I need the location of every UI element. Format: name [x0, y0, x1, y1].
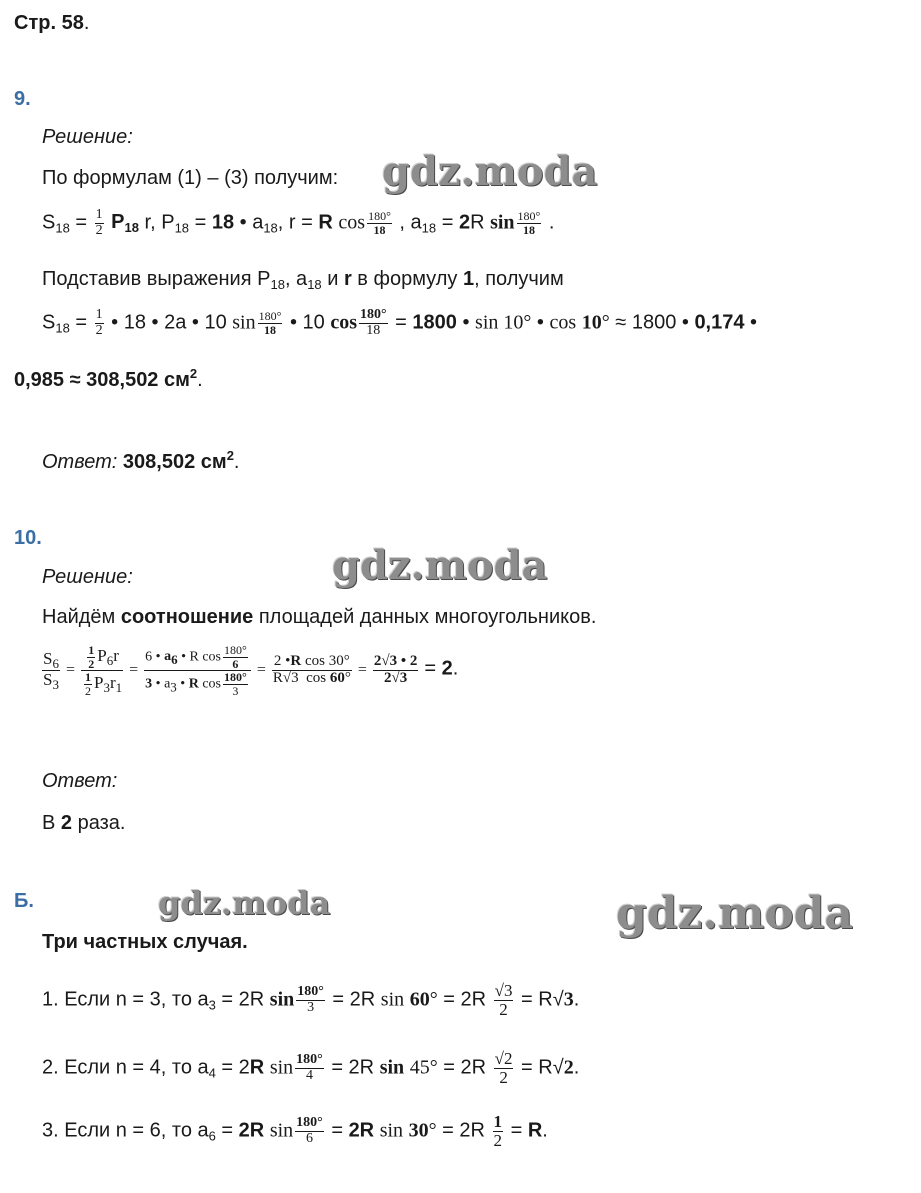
formula-line-9b: $S_{18}$ = $\frac{1}{2}$ • 18 • 2a • 10 sin $\frac{180^\circ}{18}$ • 10 cos $\frac{180^\circ}{18}$ = 1800 • sin 10° • cos 10° ≈ 1800 • 0,174 •: [42, 307, 758, 338]
find-text-10: Найдём соотношение площадей данных многоугольников.: [42, 606, 597, 628]
case-2: 2. Если n = 4, то $a_4 = 2R$ sin $\frac{180^\circ}{4}$ = 2R sin 45° = 2R $\frac{√2}{2}$ = R√2.: [42, 1049, 580, 1087]
ratio-formula-10: $\frac{S_6}{S_3}$ = $\frac{1}{2}$ $P_6r$ $\frac{1}{2}$ $P_3r_1$ = 6 • $a_6$ • R cos $\frac{180^\circ}{6}$ 3 • $a_3$ • R cos $\frac{180^\circ}{3}$ = $\frac{\text{2 •R cos 30°}}{R√3 \cos 60^\circ}$ = $\frac{2√3 • 2}{2√3}$ = 2.: [43, 643, 459, 698]
formula-line-9a: $S_{18}$ = $\frac{1}{2}$ $P_{18}$ r, $P_{18} = 18$ • $a_{18}$, r = R cos $\frac{180^\circ}{18}$ , $a_{18} = 2R$ sin $\frac{180^\circ}{18}$ .: [42, 207, 555, 238]
page-label: Стр. 58.: [14, 12, 90, 34]
substitution-text-9: Подставив выражения $P_{18}$, $a_{18}$ и r в формулу 1, получим: [42, 268, 564, 292]
case-3: 3. Если n = 6, то $a_6 = 2R$ sin $\frac{180^\circ}{6}$ = 2R sin 30° = 2R $\frac{1}{2}$ = R.: [42, 1112, 548, 1150]
section-heading-b: Три частных случая.: [42, 931, 248, 953]
result-line-9: 0,985 ≈ 308,502 $см^2$.: [14, 366, 203, 391]
answer-10: В 2 раза.: [42, 812, 126, 834]
task-number-9: 9.: [14, 88, 31, 110]
solution-label-9: Решение:: [42, 126, 133, 148]
watermark: gdz.moda: [616, 888, 854, 939]
solution-label-10: Решение:: [42, 566, 133, 588]
answer-9: Ответ: 308,502 $см^2$.: [42, 448, 240, 473]
answer-label-10: Ответ:: [42, 770, 118, 792]
watermark: gdz.moda: [158, 884, 331, 922]
watermark: gdz.moda: [332, 542, 548, 589]
watermark: gdz.moda: [382, 148, 598, 195]
task-number-10: 10.: [14, 527, 42, 549]
intro-text-9: По формулам (1) – (3) получим:: [42, 167, 339, 189]
case-1: 1. Если n = 3, то $a_3 = 2R$ sin $\frac{180^\circ}{3}$ = 2R sin 60° = 2R $\frac{√3}{2}$ = R√3.: [42, 981, 580, 1019]
task-letter-b: Б.: [14, 890, 34, 912]
